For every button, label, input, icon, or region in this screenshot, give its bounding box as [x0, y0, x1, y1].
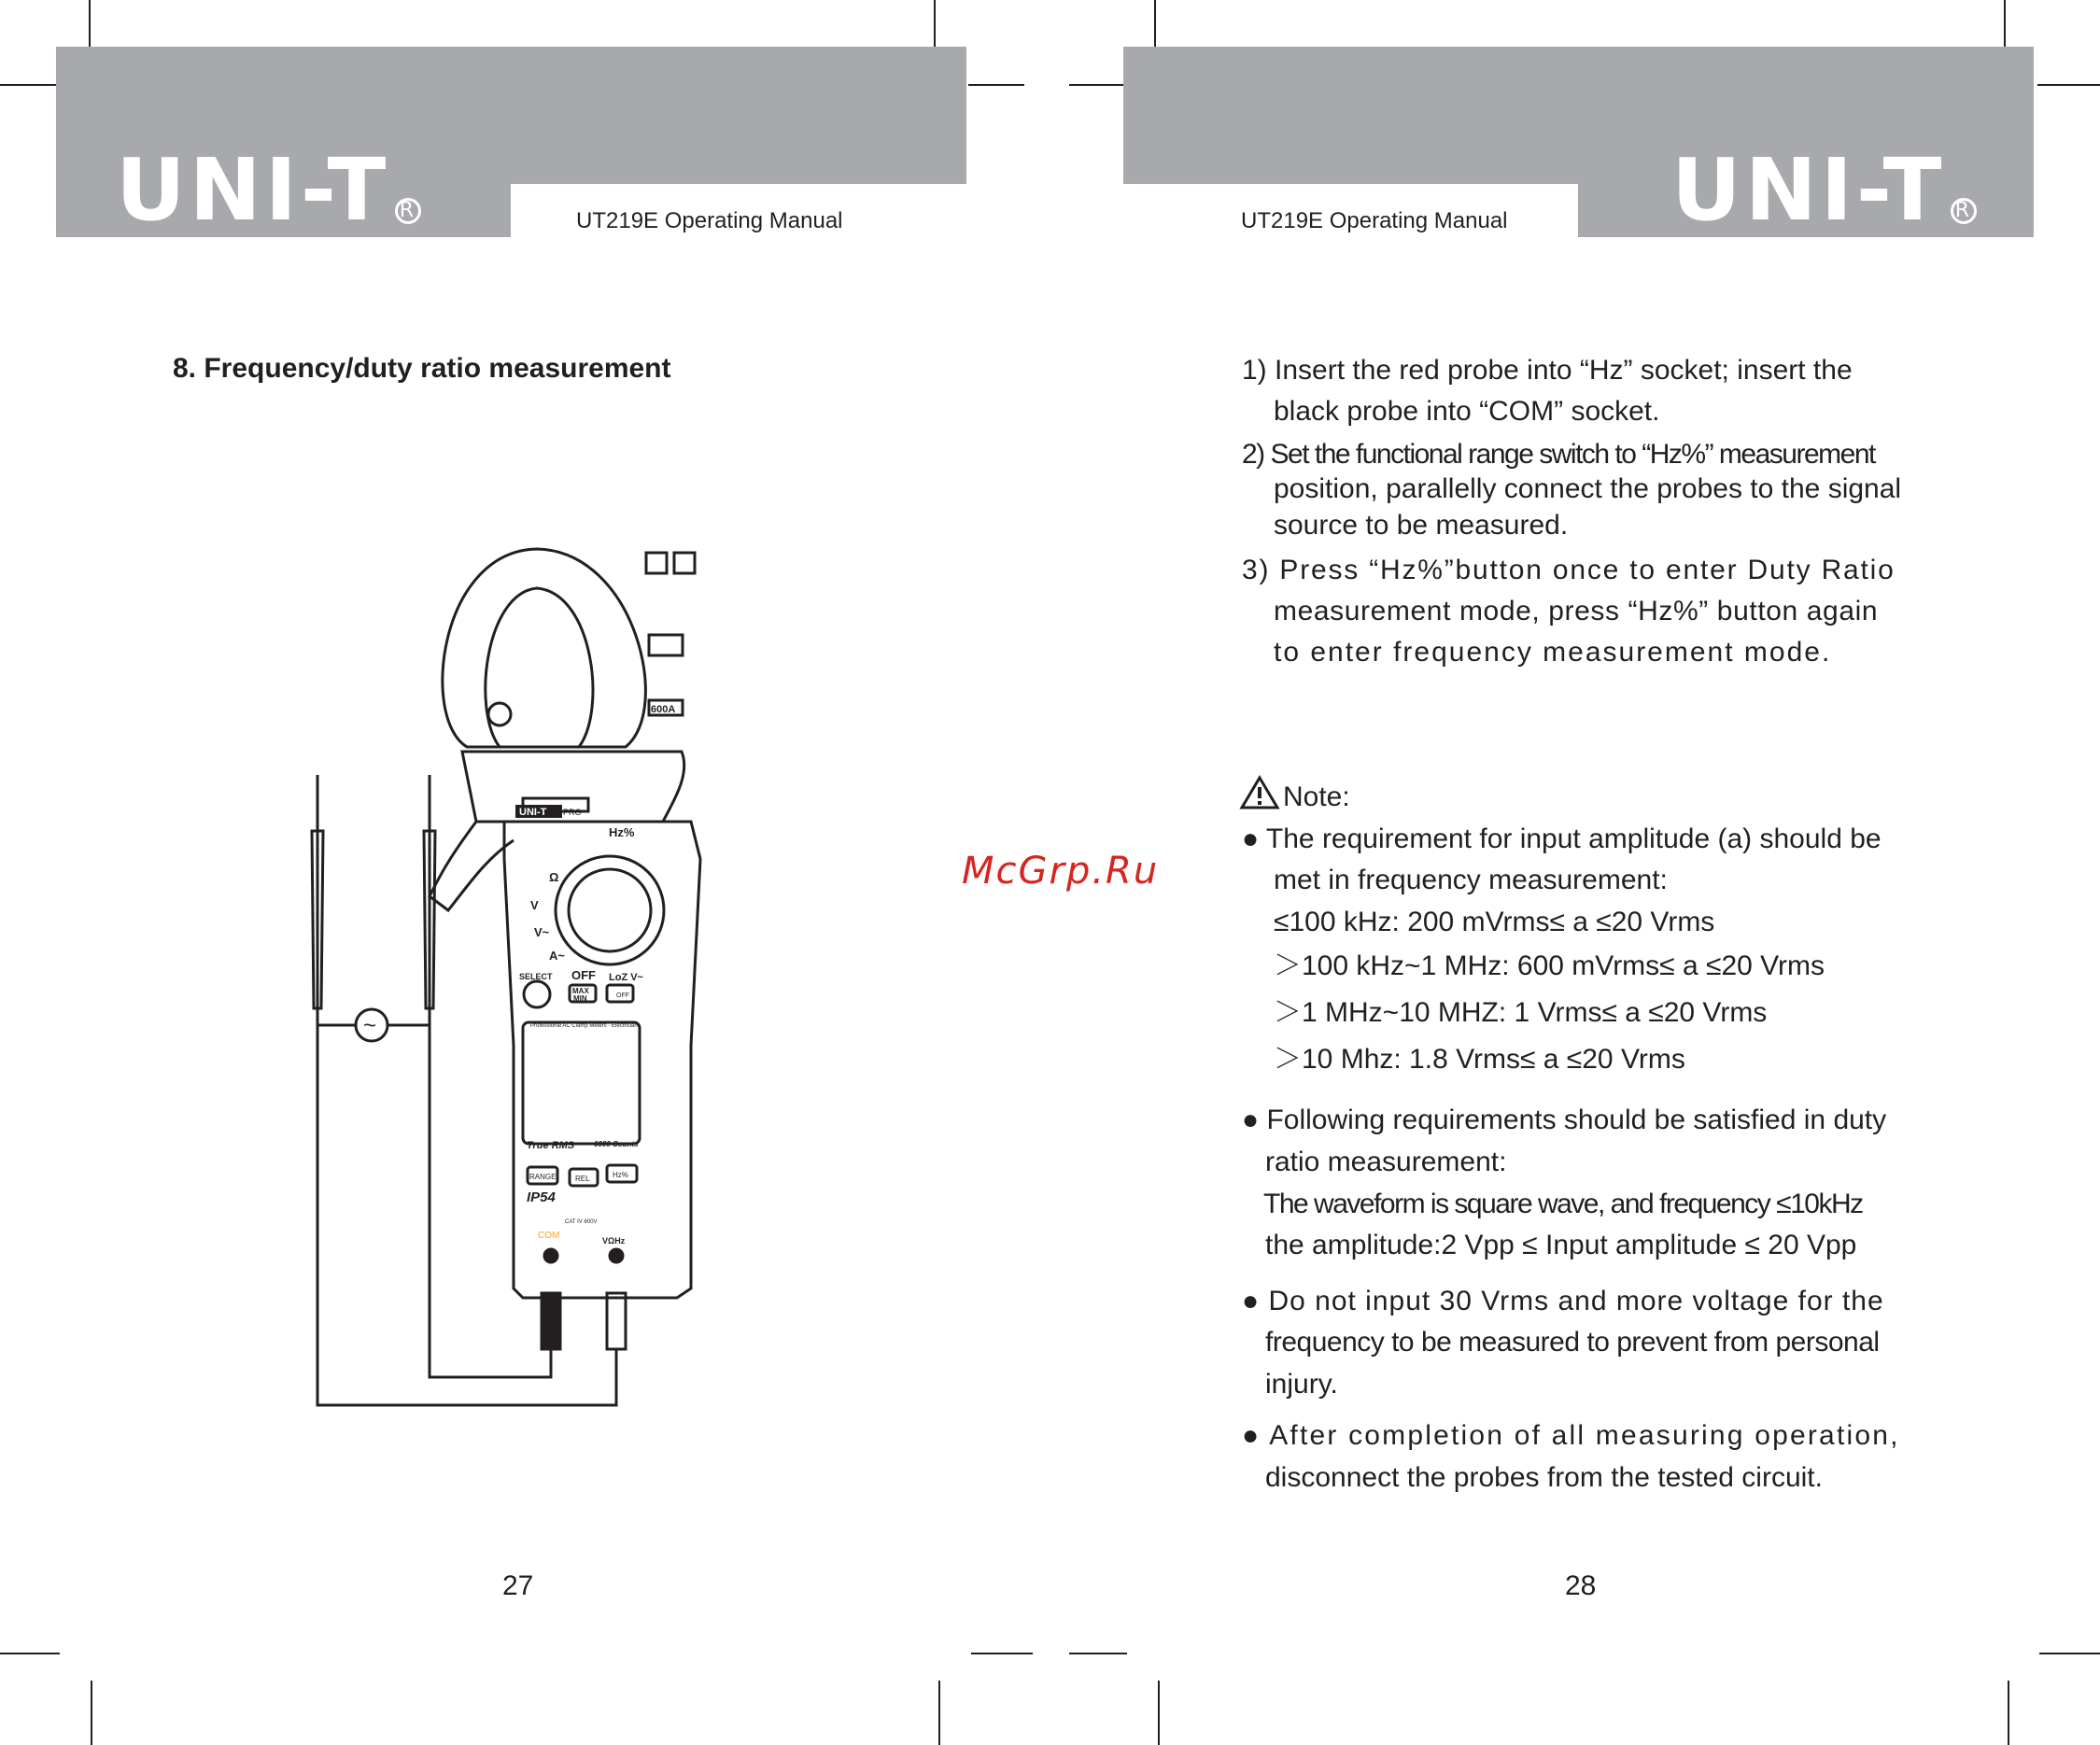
note-line-6: ＞10 Mhz: 1.8 Vrms≤ a ≤20 Vrms: [1274, 1044, 1685, 1075]
crop-mark: [1069, 84, 1123, 86]
step-2-line-2: position, parallelly connect the probes to the signal: [1274, 473, 1902, 504]
note-line-8: ratio measurement:: [1265, 1147, 1507, 1177]
step-3-line-1: 3) Press “Hz%”button once to enter Duty Ratio: [1242, 555, 1896, 585]
left-brand-logo: UNI-T R: [116, 148, 421, 233]
crop-mark: [0, 84, 56, 86]
probe-left: [312, 831, 323, 1008]
crop-mark: [968, 84, 1024, 86]
hz-button-label: Hz%: [613, 1171, 628, 1179]
clamp-meter-diagram: [299, 523, 710, 1419]
note-line-10: the amplitude:2 Vpp ≤ Input amplitude ≤ 20 Vpp: [1265, 1230, 1857, 1260]
com-jack-label: COM: [538, 1231, 560, 1241]
min-label: MIN: [573, 994, 587, 1003]
note-line-4: ＞100 kHz~1 MHz: 600 mVrms≤ a ≤20 Vrms: [1274, 950, 1825, 981]
right-brand-logo: UNI-T R: [1671, 148, 1977, 233]
crop-mark: [1069, 1653, 1127, 1654]
left-header-title: UT219E Operating Manual: [576, 208, 843, 233]
rotary-dial: [556, 856, 664, 964]
select-button: [524, 981, 550, 1007]
note-line-15: disconnect the probes from the tested circuit.: [1265, 1462, 1823, 1493]
note-line-14: ● After completion of all measuring operation,: [1242, 1420, 1900, 1451]
note-line-5: ＞1 MHz~10 MHZ: 1 Vrms≤ a ≤20 Vrms: [1274, 997, 1768, 1028]
com-jack: [544, 1249, 557, 1262]
ip-rating-label: IP54: [527, 1189, 556, 1205]
clamp-jaw-inner: [486, 588, 593, 747]
dial-aac-label: A~: [549, 949, 565, 963]
range-label: RANGE: [529, 1173, 557, 1181]
step-3-line-2: measurement mode, press “Hz%” button again: [1274, 596, 1879, 626]
probe-right: [424, 831, 435, 1008]
note-line-13: injury.: [1265, 1369, 1338, 1400]
cat-rating-label: CAT IV 600V: [565, 1219, 598, 1225]
note-line-12: frequency to be measured to prevent from personal: [1265, 1327, 1880, 1358]
note-line-11: ● Do not input 30 Vrms and more voltage for the: [1242, 1286, 1884, 1316]
note-line-9: The waveform is square wave, and frequency ≤10kHz: [1263, 1189, 1863, 1219]
trigger: [430, 822, 514, 910]
step-1-line-1: 1) Insert the red probe into “Hz” socket; insert the: [1242, 355, 1853, 386]
vohz-jack-label: VΩHz: [602, 1236, 626, 1245]
meter-pro-label: PRO: [563, 808, 582, 817]
current-rating-label: 600A: [651, 704, 676, 715]
true-rms-label: True RMS: [527, 1140, 575, 1151]
crop-mark: [91, 1681, 92, 1745]
dial-loz-label: LoZ V~: [609, 972, 643, 983]
black-probe-plug: [542, 1293, 560, 1349]
vohz-jack: [610, 1249, 623, 1262]
dial-vdc-label: V: [530, 898, 539, 912]
dial-ohm-label: Ω: [549, 870, 559, 884]
crop-mark: [971, 1653, 1033, 1654]
step-2-line-3: source to be measured.: [1274, 510, 1569, 541]
note-label: Note:: [1283, 781, 1350, 812]
right-header-title: UT219E Operating Manual: [1241, 208, 1508, 233]
step-3-line-3: to enter frequency measurement mode.: [1274, 637, 1832, 668]
note-line-3: ≤100 kHz: 200 mVrms≤ a ≤20 Vrms: [1274, 907, 1715, 937]
red-probe-wire: [317, 1008, 616, 1405]
dial-hz-label: Hz%: [609, 825, 635, 839]
meter-brand-label: UNI-T: [519, 807, 547, 818]
warning-icon: [1239, 775, 1280, 810]
step-1-line-2: black probe into “COM” socket.: [1274, 396, 1660, 427]
product-line-label: Professional AC Clamp Meters · Electrician: [530, 1023, 638, 1029]
note-line-1: ● The requirement for input amplitude (a) should be: [1242, 823, 1882, 854]
clamp-jaw: [443, 549, 646, 747]
ac-source-symbol: ~: [363, 1013, 377, 1038]
crop-mark: [938, 1681, 940, 1745]
note-line-7: ● Following requirements should be satisfied in duty: [1242, 1105, 1887, 1135]
note-line-2: met in frequency measurement:: [1274, 865, 1668, 895]
crop-mark: [2008, 1681, 2009, 1745]
crop-mark: [1158, 1681, 1160, 1745]
rel-label: REL: [575, 1175, 590, 1183]
left-page-number: 27: [502, 1570, 534, 1601]
watermark: McGrp.Ru: [962, 850, 1160, 893]
section-title: 8. Frequency/duty ratio measurement: [173, 353, 671, 384]
meter-body: [504, 822, 700, 1298]
crop-mark: [2039, 1653, 2100, 1654]
crop-mark: [2037, 84, 2100, 86]
select-label: SELECT: [519, 972, 553, 981]
dial-vac-label: V~: [534, 925, 550, 939]
display-screen: [523, 1022, 640, 1144]
red-probe-plug: [607, 1293, 626, 1349]
crop-mark: [0, 1653, 60, 1654]
counts-label: 6000 Counts: [594, 1140, 639, 1148]
dial-off-label: OFF: [571, 968, 596, 982]
backlight-off-label: OFF: [616, 992, 629, 999]
step-2-line-1: 2) Set the functional range switch to “Hz%” measurement: [1242, 439, 1875, 470]
max-label: MAX: [572, 987, 589, 995]
right-page-number: 28: [1565, 1570, 1597, 1601]
